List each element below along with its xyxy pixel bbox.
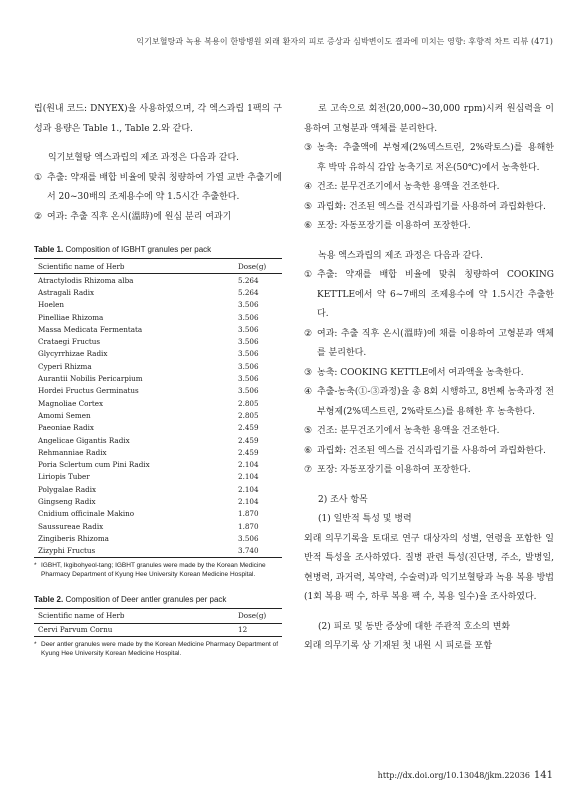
paragraph: 립(원내 코드: DNYEX)을 사용하였으며, 각 엑스과립 1팩의 구성과 용량은 Table 1., Table 2.와 같다. <box>34 104 282 134</box>
list-item: ⑤ 과립화: 건조된 엑스를 건식과립기를 사용하여 과립화한다. <box>304 201 546 212</box>
herb-dose: 5.264 <box>238 275 259 285</box>
list-item: ① 추출: 약재를 배합 비율에 맞춰 칭량하여 가열 교반 추출기에서 20~30배의 조제용수에 약 1.5시간 추출한다. <box>34 172 282 202</box>
subsection-heading: (1) 일반적 특성 및 병력 <box>318 514 412 524</box>
herb-name: Cyperi Rhizma <box>38 361 92 371</box>
herb-dose: 3.506 <box>238 324 259 334</box>
table-row <box>34 495 282 507</box>
table2 <box>34 608 282 637</box>
herb-name: Pinelliae Rhizoma <box>38 312 104 322</box>
list-item: ① 추출: 약재를 배합 비율에 맞춰 칭량하여 COOKING KETTLE에서 약 6~7배의 조제용수에 약 1.5시간 추출한다. <box>304 270 554 319</box>
herb-dose: 2.805 <box>238 410 259 420</box>
herb-dose: 2.459 <box>238 447 259 457</box>
table-row <box>34 286 282 298</box>
herb-name: Liriopis Tuber <box>38 472 90 482</box>
herb-name: Astragali Radix <box>38 287 95 297</box>
table2-caption: Table 2. Composition of Deer antler granules per pack <box>34 594 227 604</box>
herb-name: Massa Medicata Fermentata <box>38 324 143 334</box>
list-item: ② 여과: 추출 직후 온시(溫時)에 채를 이용하여 고형분과 액체를 분리한다. <box>304 328 554 358</box>
herb-name: Hordei Fructus Germinatus <box>38 386 139 396</box>
list-item: ④ 건조: 분무건조기에서 농축한 용액을 건조한다. <box>304 182 500 192</box>
table-row <box>34 299 282 311</box>
doi-link[interactable]: http://dx.doi.org/10.13048/jkm.22036 <box>377 771 530 780</box>
herb-name: Glycyrrhizae Radix <box>38 349 108 359</box>
herb-name: Atractylodis Rhizoma alba <box>38 275 134 285</box>
table-row <box>34 360 282 372</box>
herb-dose: 3.506 <box>238 533 259 543</box>
list-item: ⑥ 과립화: 건조된 엑스를 건식과립기를 사용하여 과립화한다. <box>304 445 546 456</box>
herb-dose: 2.459 <box>238 423 259 433</box>
list-item: ④ 추출-농축(①-③과정)을 총 8회 시행하고, 8번째 농축과정 전 부형제(2%덱스트린, 2%락토스)를 용해한 후 농축한다. <box>304 387 554 417</box>
herb-name: Angelicae Gigantis Radix <box>38 435 130 445</box>
table-header: Dose(g) <box>238 611 267 621</box>
table1-caption: Table 1. Composition of IGBHT granules per pack <box>34 245 212 254</box>
table-header: Dose(g) <box>238 261 267 271</box>
table-row <box>34 545 282 558</box>
table-header: Scientific name of Herb <box>38 611 125 621</box>
herb-dose: 1.870 <box>238 521 259 531</box>
herb-name: Magnoliae Cortex <box>38 398 104 408</box>
subsection-heading: (2) 피로 및 동반 증상에 대한 주관적 호소의 변화 <box>318 621 511 632</box>
herb-name: Hoelen <box>38 300 65 310</box>
right-column <box>304 100 554 657</box>
herb-dose: 1.870 <box>238 509 259 519</box>
running-header: 익기보혈탕과 녹용 복용이 한방병원 외래 환자의 피로 증상과 심박변이도 결과에 미치는 영향: 후향적 차트 리뷰 (471) <box>136 37 553 46</box>
herb-dose: 3.506 <box>238 312 259 322</box>
page-number: 141 <box>533 770 553 781</box>
herb-name: Cervi Parvum Cornu <box>38 625 113 635</box>
paragraph: 녹용 엑스과립의 제조 과정은 다음과 같다. <box>318 250 483 261</box>
herb-name: Amomi Semen <box>38 410 91 420</box>
table-row <box>34 520 282 532</box>
page-footer <box>378 770 553 781</box>
table-row <box>34 623 282 636</box>
table-row <box>34 409 282 421</box>
list-item: ③ 농축: COOKING KETTLE에서 여과액을 농축한다. <box>304 367 524 378</box>
paragraph: 외래 의무기록을 토대로 연구 대상자의 성별, 연령을 포함한 일반적 특성을 조사하였다. 질병 관련 특성(진단명, 주소, 발병일, 현병력, 과거력, 복약력, 수술력)과 익기보혈탕과 녹용 복용 방법(1회 복용 팩 수, 하루 복용 팩 수, 복용 일수)을 조사하였다. <box>304 533 554 602</box>
paragraph: 익기보혈탕 엑스과립의 제조 과정은 다음과 같다. <box>48 153 240 163</box>
herb-dose: 5.264 <box>238 287 259 297</box>
table-row <box>34 446 282 458</box>
table1-note: * IGBHT, Ikgibohyeol-tang; IGBHT granules were made by the Korean Medicine Pharmacy Department of Kyung Hee University Korean Medicine Hospital. <box>34 561 266 578</box>
list-item: ② 여과: 추출 직후 온시(溫時)에 원심 분리 여과기 <box>34 211 232 222</box>
herb-dose: 3.740 <box>238 546 259 556</box>
table-row <box>34 458 282 470</box>
table-row <box>34 422 282 434</box>
paragraph: 외래 의무기록 상 기재된 첫 내원 시 피로를 포함 <box>304 641 493 651</box>
table-row <box>34 348 282 360</box>
table-row <box>34 385 282 397</box>
herb-name: Paeoniae Radix <box>38 423 94 433</box>
herb-dose: 2.104 <box>238 460 259 470</box>
herb-name: Cnidium officinale Makino <box>38 509 135 519</box>
table-row <box>34 323 282 335</box>
herb-name: Zizyphi Fructus <box>38 546 96 556</box>
table-row <box>34 471 282 483</box>
herb-name: Rehmanniae Radix <box>38 447 107 457</box>
herb-dose: 3.506 <box>238 349 259 359</box>
herb-dose: 3.506 <box>238 361 259 371</box>
herb-dose: 3.506 <box>238 300 259 310</box>
table-row <box>34 335 282 347</box>
herb-dose: 12 <box>238 625 248 635</box>
table-row <box>34 483 282 495</box>
herb-name: Saussureae Radix <box>38 521 104 531</box>
table-row <box>34 434 282 446</box>
herb-name: Aurantii Nobilis Pericarpium <box>38 374 143 384</box>
herb-name: Poria Sclertum cum Pini Radix <box>38 460 150 470</box>
table-row <box>34 372 282 384</box>
table-row <box>34 508 282 520</box>
table-row <box>34 532 282 544</box>
herb-dose: 2.459 <box>238 435 259 445</box>
table-row <box>34 311 282 323</box>
left-column <box>34 100 282 658</box>
herb-dose: 3.506 <box>238 337 259 347</box>
list-item: ⑤ 건조: 분무건조기에서 농축한 용액을 건조한다. <box>304 426 500 436</box>
list-item: ⑦ 포장: 자동포장기를 이용하여 포장한다. <box>304 465 471 475</box>
table-row <box>34 274 282 287</box>
table-header: Scientific name of Herb <box>38 261 125 271</box>
table-row <box>34 397 282 409</box>
list-item: ⑥ 포장: 자동포장기를 이용하여 포장한다. <box>304 221 471 231</box>
paragraph: 로 고속으로 회전(20,000~30,000 rpm)시켜 원심력을 이용하여 고형분과 액체를 분리한다. <box>304 104 554 134</box>
herb-name: Crataegi Fructus <box>38 337 101 347</box>
herb-dose: 3.506 <box>238 386 259 396</box>
herb-dose: 2.104 <box>238 496 259 506</box>
herb-dose: 2.104 <box>238 484 259 494</box>
herb-name: Gingseng Radix <box>38 496 96 506</box>
table2-note: * Deer antler granules were made by the Korean Medicine Pharmacy Department of Kyung Hee University Korean Medicine Hospital. <box>34 641 279 658</box>
section-heading: 2) 조사 항목 <box>318 494 368 505</box>
herb-dose: 2.104 <box>238 472 259 482</box>
herb-dose: 3.506 <box>238 374 259 384</box>
herb-name: Polygalae Radix <box>38 484 97 494</box>
herb-name: Zingiberis Rhizoma <box>38 533 109 543</box>
table1 <box>34 258 282 558</box>
herb-dose: 2.805 <box>238 398 259 408</box>
list-item: ③ 농축: 추출액에 부형제(2%덱스트린, 2%락토스)를 용해한 후 박막 유하식 감압 농축기로 저온(50℃)에서 농축한다. <box>304 143 554 173</box>
